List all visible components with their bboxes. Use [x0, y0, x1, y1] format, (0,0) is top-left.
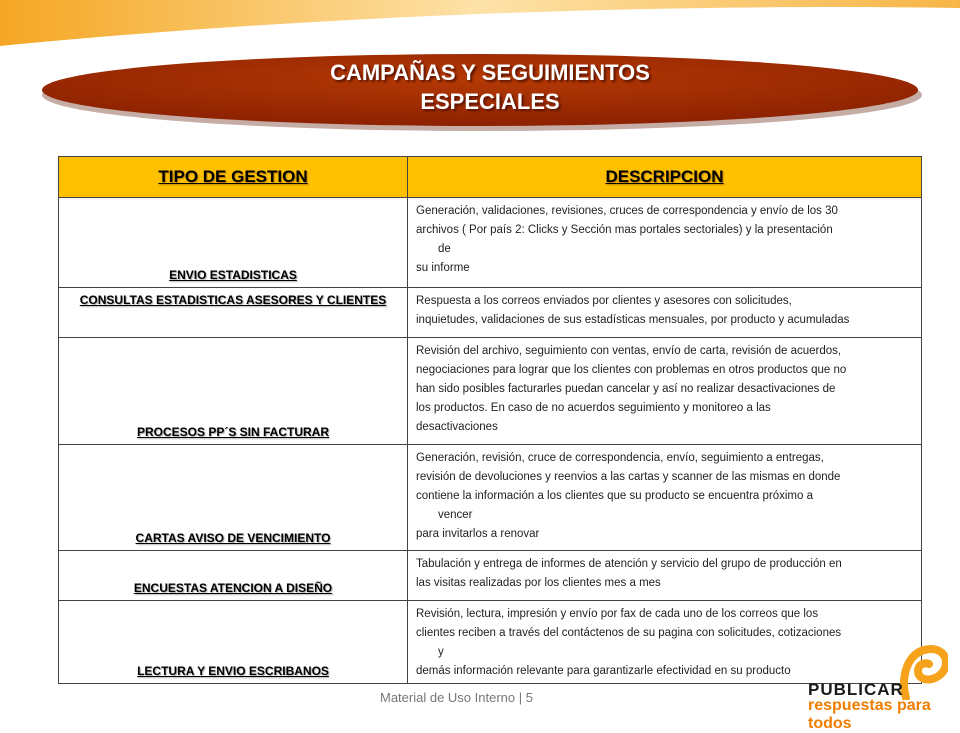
desc-cell: [408, 288, 922, 338]
desc-cell: [408, 445, 922, 551]
table-row: [59, 338, 922, 445]
title-line-2: ESPECIALES: [420, 89, 560, 114]
desc-line: de: [438, 243, 451, 255]
desc-line: inquietudes, validaciones de sus estadísticas mensuales, por producto y acumuladas: [416, 314, 850, 326]
header-descripcion: DESCRIPCION: [408, 157, 922, 198]
logo-brand-name: PUBLICAR: [808, 680, 904, 699]
desc-line: demás información relevante para garantizarle efectividad en su producto: [416, 665, 791, 677]
tipo-cell: ENCUESTAS ATENCION A DISEÑO: [59, 551, 408, 601]
desc-line: negociaciones para lograr que los clientes con problemas en otros productos que no: [416, 364, 847, 376]
desc-line: contiene la información a los clientes que su producto se encuentra próximo a: [416, 490, 813, 502]
table-header-row: [59, 157, 922, 198]
desc-line: Revisión del archivo, seguimiento con ventas, envío de carta, revisión de acuerdos,: [416, 345, 842, 357]
footer-page-label: Material de Uso Interno | 5: [380, 690, 533, 705]
header-tipo-de-gestion: TIPO DE GESTION: [59, 157, 408, 198]
desc-line: Generación, validaciones, revisiones, cruces de correspondencia y envío de los 30: [416, 205, 838, 217]
desc-line: Revisión, lectura, impresión y envío por fax de cada uno de los correos que los: [416, 608, 819, 620]
title-line-1: CAMPAÑAS Y SEGUIMIENTOS: [330, 60, 650, 85]
desc-cell: [408, 601, 922, 684]
tipo-cell: ENVIO ESTADISTICAS: [59, 198, 408, 288]
desc-line: desactivaciones: [416, 421, 498, 433]
desc-cell: [408, 338, 922, 445]
tipo-cell: CONSULTAS ESTADISTICAS ASESORES Y CLIENTES: [59, 288, 408, 338]
desc-line: archivos ( Por país 2: Clicks y Sección mas portales sectoriales) y la presentación: [416, 224, 833, 236]
desc-line: clientes reciben a través del contáctenos de su pagina con solicitudes, cotizaciones: [416, 627, 842, 639]
desc-line: Respuesta a los correos enviados por clientes y asesores con solicitudes,: [416, 295, 792, 307]
desc-line: las visitas realizadas por los clientes mes a mes: [416, 577, 661, 589]
logo-tagline: respuestas para todos: [808, 697, 931, 732]
desc-line: y: [438, 646, 444, 658]
desc-line: Tabulación y entrega de informes de atención y servicio del grupo de producción en: [416, 558, 842, 570]
table-row: [59, 288, 922, 338]
table-row: [59, 445, 922, 551]
table-row: [59, 601, 922, 684]
desc-cell: [408, 551, 922, 601]
tipo-cell: CARTAS AVISO DE VENCIMIENTO: [59, 445, 408, 551]
desc-line: vencer: [438, 509, 473, 521]
desc-line: su informe: [416, 262, 470, 274]
desc-line: Generación, revisión, cruce de correspondencia, envío, seguimiento a entregas,: [416, 452, 824, 464]
desc-line: para invitarlos a renovar: [416, 528, 540, 540]
tipo-cell: PROCESOS PP´S SIN FACTURAR: [59, 338, 408, 445]
table-row: [59, 198, 922, 288]
desc-cell: [408, 198, 922, 288]
table-row: [59, 551, 922, 601]
desc-line: revisión de devoluciones y reenvios a las cartas y scanner de las mismas en donde: [416, 471, 841, 483]
desc-line: han sido posibles facturarles puedan cancelar y así no realizar desactivaciones de: [416, 383, 836, 395]
tipo-cell: LECTURA Y ENVIO ESCRIBANOS: [59, 601, 408, 684]
gestion-table: [58, 156, 922, 684]
desc-line: los productos. En caso de no acuerdos seguimiento y monitoreo a las: [416, 402, 771, 414]
page-title: [250, 58, 730, 116]
